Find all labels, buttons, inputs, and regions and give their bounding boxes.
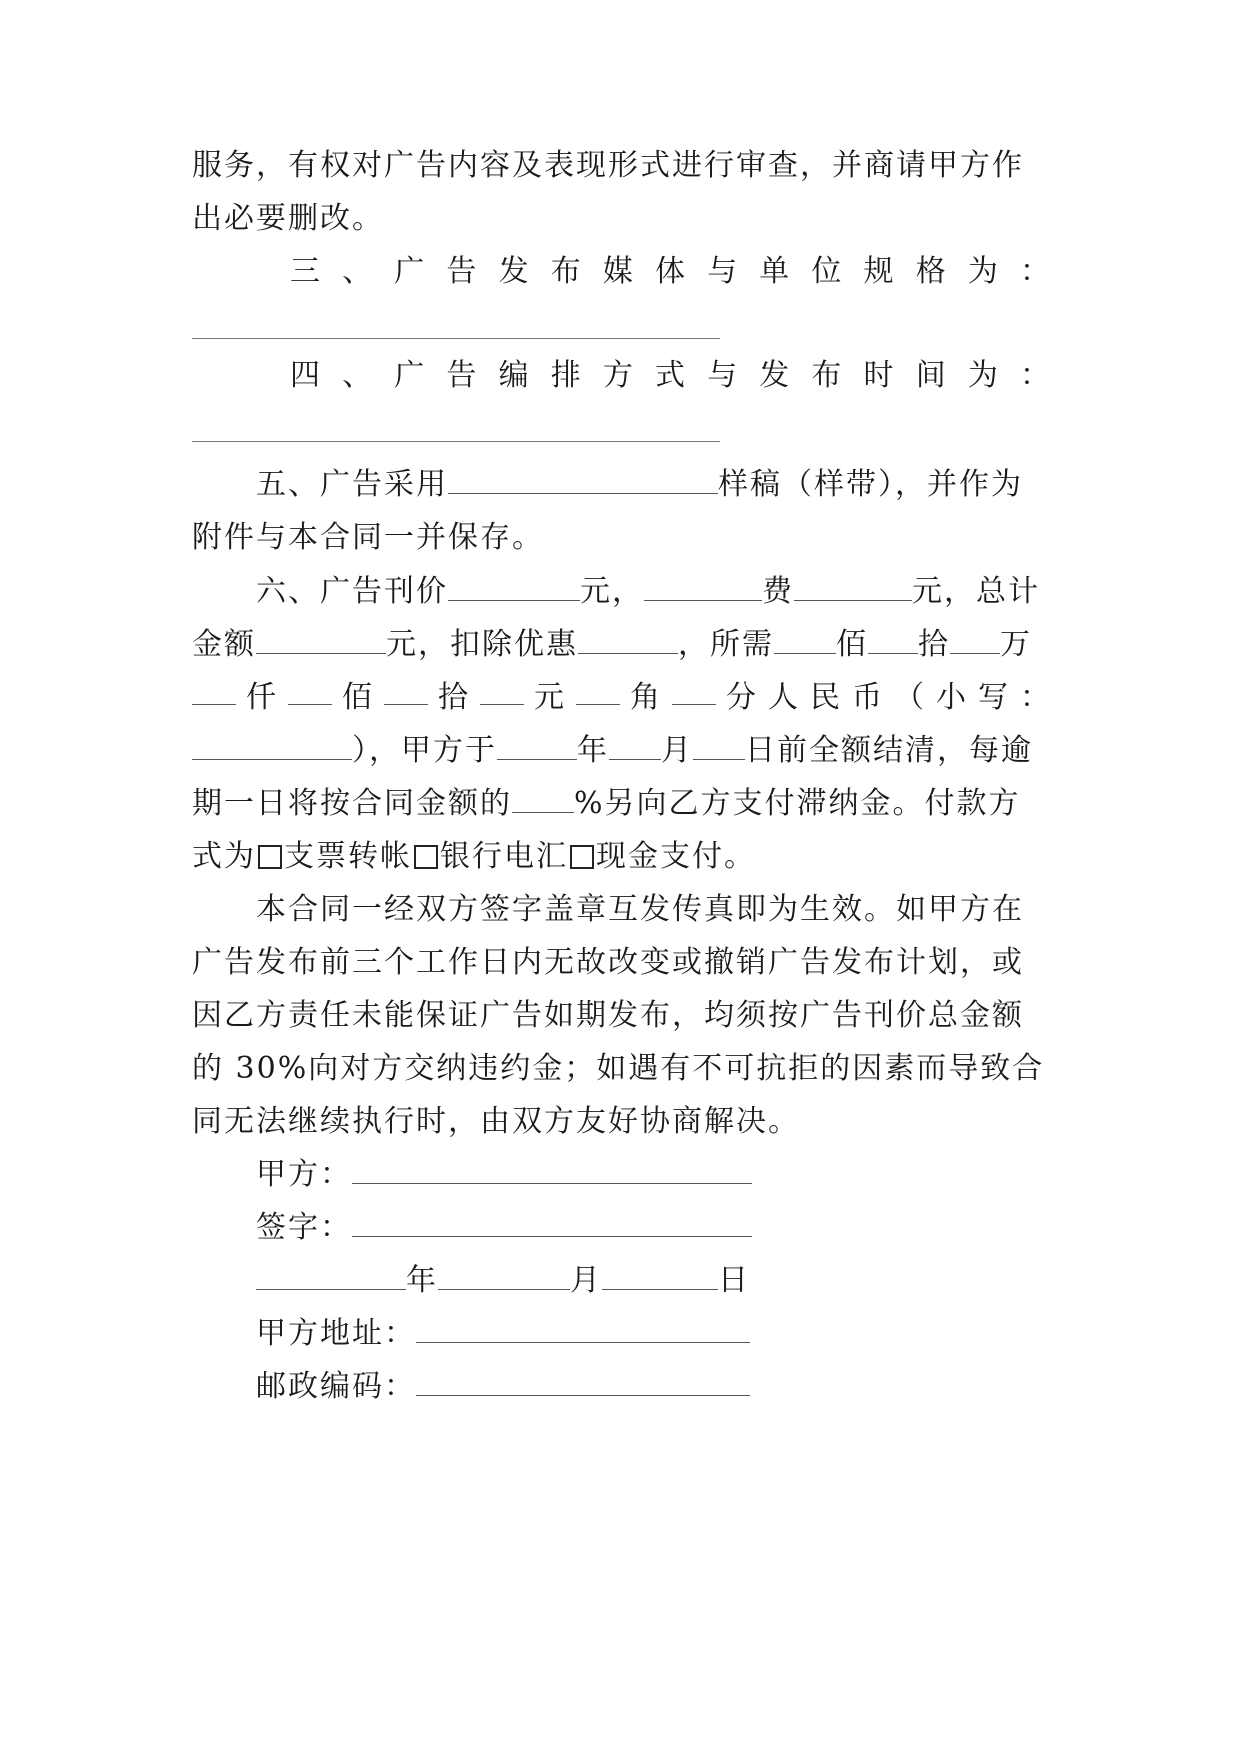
clause-7-line-4: 的 30%向对方交纳违约金；如遇有不可抗拒的因素而导致合 xyxy=(192,1051,1045,1086)
sign-month-blank[interactable] xyxy=(438,1263,570,1290)
address-row: 甲方地址： xyxy=(256,1314,776,1354)
late-fee-percent-blank[interactable] xyxy=(512,786,574,813)
clause-4-heading: 四 、 广 告 编 排 方 式 与 发 布 时 间 为 ： xyxy=(290,358,1052,393)
total-blank[interactable] xyxy=(256,627,386,654)
pay-year-blank[interactable] xyxy=(497,733,577,760)
clause-3-heading: 三 、 广 告 发 布 媒 体 与 单 位 规 格 为 ： xyxy=(290,254,1052,289)
sign-year-blank[interactable] xyxy=(256,1263,406,1290)
clause-6-line-2: 金额 元，扣除优惠 ，所需 佰 拾 万 xyxy=(192,627,1032,662)
party-a-blank[interactable] xyxy=(352,1157,752,1184)
clause-3-blank[interactable] xyxy=(192,338,720,339)
sign-blank[interactable] xyxy=(352,1210,752,1237)
clause-2-line-1: 服务，有权对广告内容及表现形式进行审查，并商请甲方作 xyxy=(192,148,1024,183)
check-cheque-checkbox[interactable] xyxy=(258,845,282,869)
postcode-blank[interactable] xyxy=(416,1369,750,1396)
clause-6-line-6: 式为 支票转帐 银行电汇 现金支付。 xyxy=(192,839,756,874)
sign-row: 签字： xyxy=(256,1208,776,1248)
amount-bai-blank[interactable] xyxy=(288,678,332,705)
clause-6-line-1: 六、广告刊价 元， 费 元，总计 xyxy=(256,574,1040,609)
amount-qian-blank[interactable] xyxy=(192,678,236,705)
amount-jiao-blank[interactable] xyxy=(576,678,620,705)
clause-5-line-2: 附件与本合同一并保存。 xyxy=(192,520,544,555)
amount-shi-blank[interactable] xyxy=(384,678,428,705)
amount-bai-wan-blank[interactable] xyxy=(774,627,836,654)
clause-5-line-1: 五、广告采用 样稿（样带），并作为 xyxy=(256,467,1023,502)
sign-day-blank[interactable] xyxy=(602,1263,718,1290)
clause-6-line-3: 仟 佰 拾 元 角 分 人 民 币 （ 小 写 ： xyxy=(192,678,1052,718)
bank-wire-checkbox[interactable] xyxy=(414,845,438,869)
postcode-row: 邮政编码： xyxy=(256,1367,776,1407)
party-a-row: 甲方： xyxy=(256,1155,776,1195)
price-blank[interactable] xyxy=(448,574,580,601)
amount-shi-wan-blank[interactable] xyxy=(868,627,918,654)
discount-blank[interactable] xyxy=(578,627,678,654)
clause-7-line-2: 广告发布前三个工作日内无故改变或撤销广告发布计划，或 xyxy=(192,945,1024,980)
cash-checkbox[interactable] xyxy=(570,845,594,869)
address-blank[interactable] xyxy=(416,1316,750,1343)
clause-4-blank[interactable] xyxy=(192,441,720,442)
pay-day-blank[interactable] xyxy=(693,733,745,760)
clause-6-line-4: ），甲方于 年 月 日前全额结清，每逾 xyxy=(192,731,1052,771)
clause-6-line-5: 期一日将按合同金额的 %另向乙方支付滞纳金。付款方 xyxy=(192,786,1021,821)
fee-amount-blank[interactable] xyxy=(794,574,912,601)
amount-fen-blank[interactable] xyxy=(672,678,716,705)
fee-name-blank[interactable] xyxy=(644,574,762,601)
amount-wan-blank[interactable] xyxy=(950,627,1000,654)
lowercase-amount-blank[interactable] xyxy=(192,733,352,760)
sample-blank[interactable] xyxy=(448,467,718,494)
clause-2-line-2: 出必要删改。 xyxy=(192,201,384,236)
pay-month-blank[interactable] xyxy=(609,733,661,760)
clause-7-line-3: 因乙方责任未能保证广告如期发布，均须按广告刊价总金额 xyxy=(192,998,1024,1033)
clause-7-line-1: 本合同一经双方签字盖章互发传真即为生效。如甲方在 xyxy=(256,892,1024,927)
amount-yuan-blank[interactable] xyxy=(480,678,524,705)
date-row: 年 月 日 xyxy=(256,1261,776,1301)
clause-7-line-5: 同无法继续执行时，由双方友好协商解决。 xyxy=(192,1104,800,1139)
